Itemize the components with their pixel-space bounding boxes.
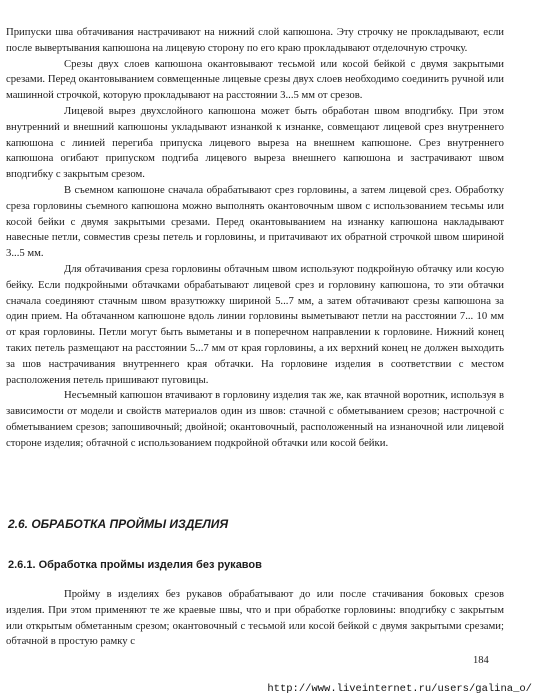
page-number: 184	[473, 655, 489, 666]
subsection-heading: 2.6.1. Обработка проймы изделия без рукавов	[8, 559, 262, 571]
paragraph: Припуски шва обтачивания настрачивают на нижний слой капюшона. Эту строчку не прокладывают, если после вывертывания капюшона на лицевую сторону по его краю прокладывают отделочную строчку.	[6, 26, 504, 54]
section-heading: 2.6. ОБРАБОТКА ПРОЙМЫ ИЗДЕЛИЯ	[8, 517, 229, 531]
body-text-top	[6, 25, 504, 452]
body-text-bottom	[6, 587, 504, 650]
paragraph: Срезы двух слоев капюшона окантовывают тесьмой или косой бейкой с двумя закрытыми срезами. Перед окантовыванием совмещенные лицевые срезы двух слоев необходимо соединить ручной или машинной строчкой, которую прокладывают на расстоянии 3...5 мм от срезов.	[6, 57, 504, 102]
paragraph: Несъемный капюшон втачивают в горловину изделия так же, как втачной воротник, используя в зависимости от модели и свойств материалов один из швов: стачной с обметыванием срезов; настрочной с обметыванием срезов; запошивочный; двойной; окантовочный, расположенный на изнаночной или лицевой стороне изделия; обтачной с использованием подкройной обтачки или косой бейки.	[6, 389, 504, 449]
paragraph: Лицевой вырез двухслойного капюшона может быть обработан швом вподгибку. При этом внутренний и внешний капюшоны укладывают изнанкой к изнанке, совмещают лицевой срез внутреннего капюшона с линией перегиба припуска лицевого выреза на внешнем капюшоне. Срез внутреннего капюшона огибают припуском подгиба лицевого выреза внешнего капюшона и застрачивают швом вподгибку с закрытым срезом.	[6, 104, 504, 181]
paragraph: В съемном капюшоне сначала обрабатывают срез горловины, а затем лицевой срез. Обработку среза горловины съемного капюшона можно выполнять окантовочным швом с использованием тесьмы или косой бейки с двумя закрытыми срезами. Перед окантовыванием на изнанку капюшона накладывают навесные петли, совместив срезы петель и горловины, и притачивают их обратной строчкой швом шириной 3...5 мм.	[6, 183, 504, 260]
paragraph: Для обтачивания среза горловины обтачным швом используют подкройную обтачку или косую бейку. Если подкройными обтачками обрабатывают лицевой срез и горловину капюшона, то эти обтачки сначала соединяют стачным швом вразутюжку шириной 5...7 мм, а затем обтачивают срезы капюшона за один прием. На обтачанном капюшоне вдоль линии горловины выметывают петли на расстоянии 7... 10 мм от края горловины. Петли могут быть выметаны и в поперечном направлении к горловине. Нижний конец таких петель размещают на расстоянии 5...7 мм от края горловины, а их верхний конец не должен выходить за шов настрачивания внутреннего края обтачки. На горловине изделия в соответствии с местом расположения петель пришивают пуговицы.	[6, 262, 504, 386]
source-url-watermark: http://www.liveinternet.ru/users/galina_o/	[267, 683, 532, 695]
paragraph: Пройму в изделиях без рукавов обрабатывают до или после стачивания боковых срезов изделия. При этом применяют те же краевые швы, что и при обработке горловины: вподгибку с закрытым или открытым обметанным срезом; окантовочный с тесьмой или косой бейкой с двумя закрытыми срезами; обтачной в простую рамку с	[6, 588, 504, 648]
